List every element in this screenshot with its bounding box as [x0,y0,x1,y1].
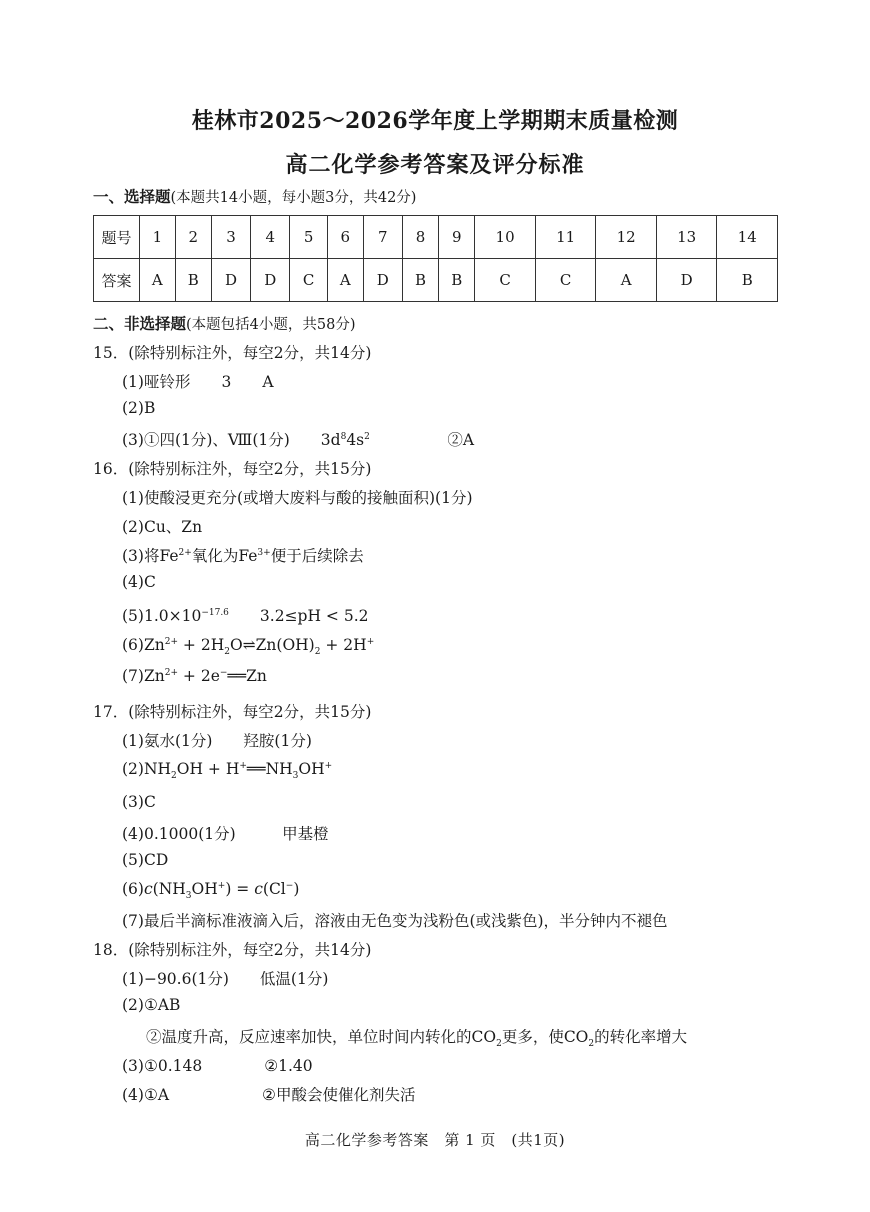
subscript: 2 [588,1039,595,1050]
table-cell: 5 [290,216,328,259]
subscript: 2 [171,771,177,782]
text: O⇌Zn(OH) [229,636,315,654]
q16-answer-7 [122,667,267,685]
q18-answer-1: (1)−90.6(1分) 低温(1分) [122,970,329,988]
text: 的转化率增大 [594,1028,688,1046]
section1-note: (本题共14小题，每小题3分，共42分) [170,190,417,206]
text: (Cl [262,880,286,898]
text: 更多，使CO [501,1028,589,1046]
subscript: 3 [292,771,299,782]
q16-answer-5 [122,604,369,626]
superscript: 8 [340,431,347,442]
answer-table [93,215,778,302]
superscript: 3+ [257,547,271,558]
table-cell: 6 [327,216,363,259]
text: ══Zn [227,667,267,685]
q17-answer-4: (4)0.1000(1分) 甲基橙 [122,825,329,843]
subscript: 2 [224,647,230,658]
table-cell: D [211,259,250,302]
superscript: 2+ [164,667,178,678]
text: OH [191,880,218,898]
table-cell: C [475,259,536,302]
page-footer: 高二化学参考答案 第 1 页 (共1页) [304,1131,566,1149]
text: (6)Zn [122,636,165,654]
table-cell: B [175,259,211,302]
text: + 2e [178,667,220,685]
text: ) [293,880,300,898]
superscript: −17.6 [201,607,229,618]
document-subtitle: 高二化学参考答案及评分标准 [285,152,585,178]
q17-answer-5: (5)CD [122,851,169,869]
table-cell: 10 [475,216,536,259]
document-title: 桂林市2025～2026学年度上学期期末质量检测 [191,108,679,134]
text: OH + H [176,760,240,778]
q18-answer-3: (3)①0.148 ②1.40 [122,1057,313,1075]
section2-heading [93,312,356,334]
q17-answer-2 [122,760,333,782]
q18-answer-2b [146,1025,688,1050]
superscript: − [285,880,294,891]
superscript: − [219,667,228,678]
table-cell: 9 [439,216,475,259]
q15-header: 15．(除特别标注外，每空2分，共14分) [93,344,372,362]
superscript: 2+ [178,547,192,558]
q15-answer-2: (2)B [122,399,156,417]
table-cell: 13 [656,216,717,259]
superscript: + [366,636,375,647]
table-row-numbers [94,216,778,259]
text: ══NH [246,760,293,778]
text: (NH [152,880,186,898]
q15-answer-3 [122,428,474,450]
section1-title: 一、选择题 [93,187,171,206]
q16-answer-4: (4)C [122,573,156,591]
subscript: 2 [496,1039,502,1050]
italic-symbol: c [254,880,263,898]
text: (2)NH [122,760,172,778]
text: 3.2≤pH < 5.2 [228,607,369,625]
table-cell: A [327,259,363,302]
q16-answer-3 [122,544,364,566]
text: OH [298,760,325,778]
superscript: 2 [364,431,370,442]
table-cell: A [596,259,657,302]
text: + 2H [320,636,367,654]
table-cell: D [656,259,717,302]
text: 氧化为Fe [191,547,258,565]
superscript: + [239,760,247,771]
superscript: + [217,880,226,891]
table-cell: 1 [140,216,176,259]
table-cell: 2 [175,216,211,259]
table-cell: 11 [535,216,596,259]
q17-header: 17．(除特别标注外，每空2分，共15分) [93,703,372,721]
italic-symbol: c [143,880,153,898]
q16-answer-2: (2)Cu、Zn [122,518,203,536]
text: (7)Zn [122,667,165,685]
table-cell: 3 [211,216,250,259]
text: ②温度升高，反应速率加快，单位时间内转化的CO [146,1028,497,1046]
superscript: + [324,760,333,771]
text: (5)1.0×10 [122,607,202,625]
table-cell: B [439,259,475,302]
section2-note: (本题包括4小题，共58分) [186,317,356,333]
text: + 2H [178,636,225,654]
table-cell: 4 [251,216,290,259]
table-cell: 7 [363,216,402,259]
text: (3)①四(1分)、Ⅷ(1分) 3d [122,431,341,449]
q17-answer-3: (3)C [122,793,156,811]
table-cell: B [717,259,778,302]
text: (3)将Fe [122,547,179,565]
subscript: 3 [185,891,192,902]
table-row-answers [94,259,778,302]
text: 4s [346,431,365,449]
table-cell: C [290,259,328,302]
table-row-label: 答案 [94,259,140,302]
table-cell: B [402,259,438,302]
table-row-label: 题号 [94,216,140,259]
table-cell: 14 [717,216,778,259]
q17-answer-1: (1)氨水(1分) 羟胺(1分) [122,732,312,750]
q16-answer-1: (1)使酸浸更充分(或增大废料与酸的接触面积)(1分) [122,489,473,507]
text: (6) [122,880,144,898]
section1-heading [93,185,416,207]
q18-answer-4: (4)①A ②甲酸会使催化剂失活 [122,1086,416,1104]
q18-header: 18．(除特别标注外，每空2分，共14分) [93,941,372,959]
table-cell: D [251,259,290,302]
q17-answer-6 [122,880,300,902]
q18-answer-2: (2)①AB [122,996,181,1014]
table-cell: A [140,259,176,302]
table-cell: C [535,259,596,302]
table-cell: 12 [596,216,657,259]
q17-answer-7: (7)最后半滴标准液滴入后，溶液由无色变为浅粉色(或浅紫色)，半分钟内不褪色 [122,912,668,930]
text: 便于后续除去 [270,547,364,565]
section2-title: 二、非选择题 [93,314,187,333]
q16-answer-6 [122,636,375,658]
subscript: 2 [314,647,321,658]
table-cell: D [363,259,402,302]
text: ②A [369,431,475,449]
q16-header: 16．(除特别标注外，每空2分，共15分) [93,460,372,478]
table-cell: 8 [402,216,438,259]
q15-answer-1: (1)哑铃形 3 A [122,373,274,391]
superscript: 2+ [164,636,178,647]
text: ) = [225,880,255,898]
